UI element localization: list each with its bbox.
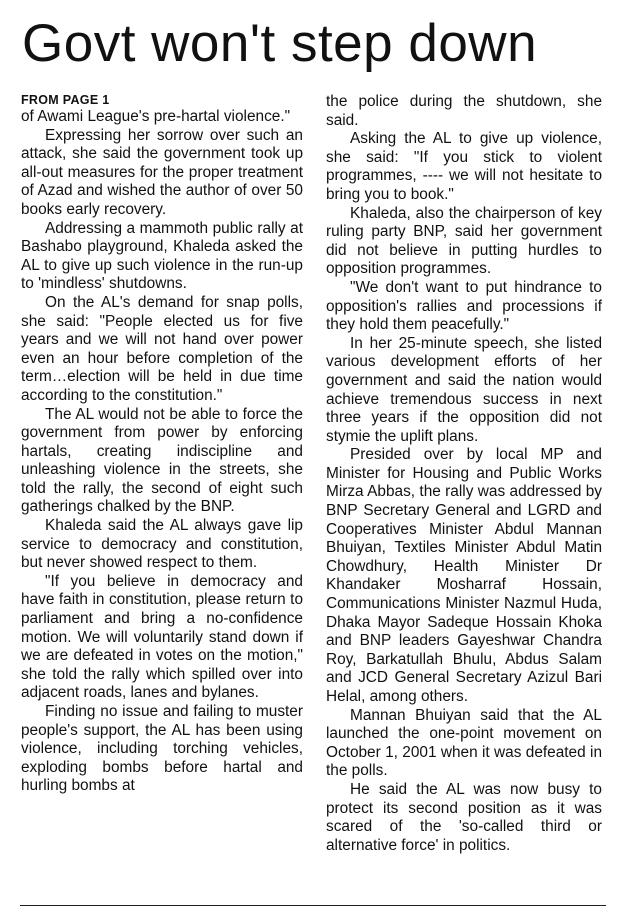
paragraph: The AL would not be able to force the government from power by enforcing hartals, creating indiscipline and unleashing violence in the streets, she told the rally, the second of eight such gatherings chalked by the BNP.	[21, 405, 303, 516]
paragraph: He said the AL was now busy to protect its second position as it was scared of the 'so-called third or alternative force' in politics.	[326, 780, 602, 854]
article-column-left	[21, 93, 303, 796]
paragraph: Khaleda said the AL always gave lip service to democracy and constitution, but never showed respect to them.	[21, 517, 303, 572]
paragraph: "We don't want to put hindrance to opposition's rallies and processions if they hold them peacefully."	[326, 278, 602, 334]
paragraph: Addressing a mammoth public rally at Bashabo playground, Khaleda asked the AL to give up such violence in the run-up to 'mindless' shutdowns.	[21, 219, 303, 293]
paragraph: the police during the shutdown, she said.	[326, 93, 602, 129]
paragraph: Presided over by local MP and Minister for Housing and Public Works Mirza Abbas, the rally was addressed by BNP Secretary General and LGRD and Cooperatives Minister Abdul Mannan Bhuiyan, Textiles Minister Abdul Matin Chowdhury, Health Minister Dr Khandaker Mosharraf Hossain, Communications Minister Nazmul Huda, Dhaka Mayor Sadeque Hossain Khoka and BNP leaders Gayeshwar Chandra Roy, Barkatullah Bhulu, Abdus Salam and JCD General Secretary Azizul Bari Helal, among others.	[326, 446, 602, 705]
bottom-rule	[20, 905, 606, 906]
paragraph: In her 25-minute speech, she listed various development efforts of her government and said the nation would achieve tremendous success in next three years if the opposition did not stymie the uplift plans.	[326, 334, 602, 445]
paragraph: Asking the AL to give up violence, she said: "If you stick to violent programmes, ---- we will not hesitate to bring you to book."	[326, 130, 602, 203]
headline: Govt won't step down	[22, 14, 538, 73]
article-column-right	[326, 93, 602, 855]
paragraph: Mannan Bhuiyan said that the AL launched the one-point movement on October 1, 2001 when it was defeated in the polls.	[326, 706, 602, 780]
paragraph: "If you believe in democracy and have faith in constitution, please return to parliament and bring a no-confidence motion. We will voluntarily stand down if we are defeated in votes on the motion," she told the rally which spilled over into adjacent roads, lanes and bylanes.	[21, 572, 303, 702]
paragraph: Khaleda, also the chairperson of key ruling party BNP, said her government did not believe in putting hurdles to opposition programmes.	[326, 204, 602, 278]
paragraph: Finding no issue and failing to muster people's support, the AL has been using violence, including torching vehicles, exploding bombs before hartal and hurling bombs at	[21, 703, 303, 795]
paragraph: of Awami League's pre-hartal violence."	[21, 108, 291, 125]
jumpline: FROM PAGE 1	[21, 93, 110, 107]
paragraph: Expressing her sorrow over such an attack, she said the government took up all-out measures for the proper treatment of Azad and wished the author of over 50 books early recovery.	[21, 126, 303, 218]
paragraph: On the AL's demand for snap polls, she said: "People elected us for five years and we will not hand over power even an hour before completion of the term…election will be held in due time according to the constitution."	[21, 293, 303, 404]
